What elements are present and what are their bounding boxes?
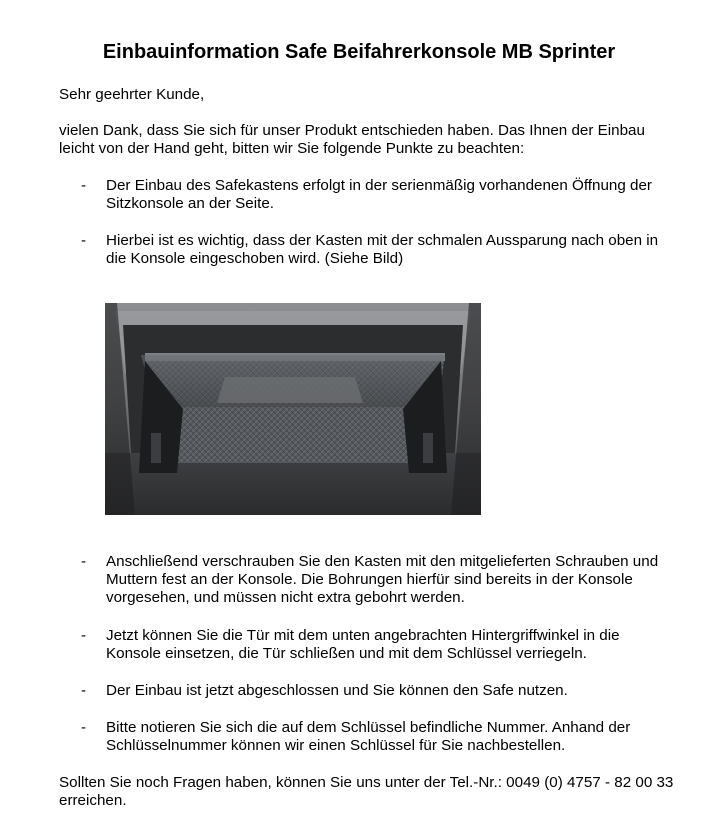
- list-item-text: Anschließend verschrauben Sie den Kasten mit den mitgelieferten Schrauben und Muttern fest an der Konsole. Die Bohrungen hierfür sind bereits in der Konsole vorgesehen, und müssen nicht extra gebohrt werden.: [106, 553, 659, 606]
- installation-photo: [105, 303, 481, 515]
- safe-box-photo-illustration: [105, 303, 481, 515]
- greeting: Sehr geehrter Kunde,: [59, 86, 205, 103]
- list-item-text: Der Einbau ist jetzt abgeschlossen und Sie können den Safe nutzen.: [106, 682, 568, 699]
- list-item-text: Hierbei ist es wichtig, dass der Kasten mit der schmalen Aussparung nach oben in die Konsole eingeschoben wird. (Siehe Bild): [106, 232, 659, 267]
- bullet-dash: -: [81, 627, 87, 644]
- document-title: Einbauinformation Safe Beifahrerkonsole MB Sprinter: [102, 41, 616, 63]
- closing-paragraph: Sollten Sie noch Fragen haben, können Sie uns unter der Tel.-Nr.: 0049 (0) 4757 - 82 00 33 erreichen.: [59, 774, 674, 809]
- bullet-dash: -: [81, 682, 87, 699]
- bullet-dash: -: [81, 232, 87, 249]
- bullet-dash: -: [81, 553, 87, 570]
- list-item-text: Bitte notieren Sie sich die auf dem Schlüssel befindliche Nummer. Anhand der Schlüsselnummer können wir einen Schlüssel für Sie nachbestellen.: [106, 719, 631, 754]
- intro-paragraph: vielen Dank, dass Sie sich für unser Produkt entschieden haben. Das Ihnen der Einbau leicht von der Hand geht, bitten wir Sie folgende Punkte zu beachten:: [59, 122, 645, 157]
- bullet-dash: -: [81, 177, 87, 194]
- list-item-text: Jetzt können Sie die Tür mit dem unten angebrachten Hintergriffwinkel in die Konsole einsetzen, die Tür schließen und mit dem Schlüssel verriegeln.: [106, 627, 620, 662]
- bullet-dash: -: [81, 719, 87, 736]
- list-item-text: Der Einbau des Safekastens erfolgt in der serienmäßig vorhandenen Öffnung der Sitzkonsole an der Seite.: [106, 177, 652, 212]
